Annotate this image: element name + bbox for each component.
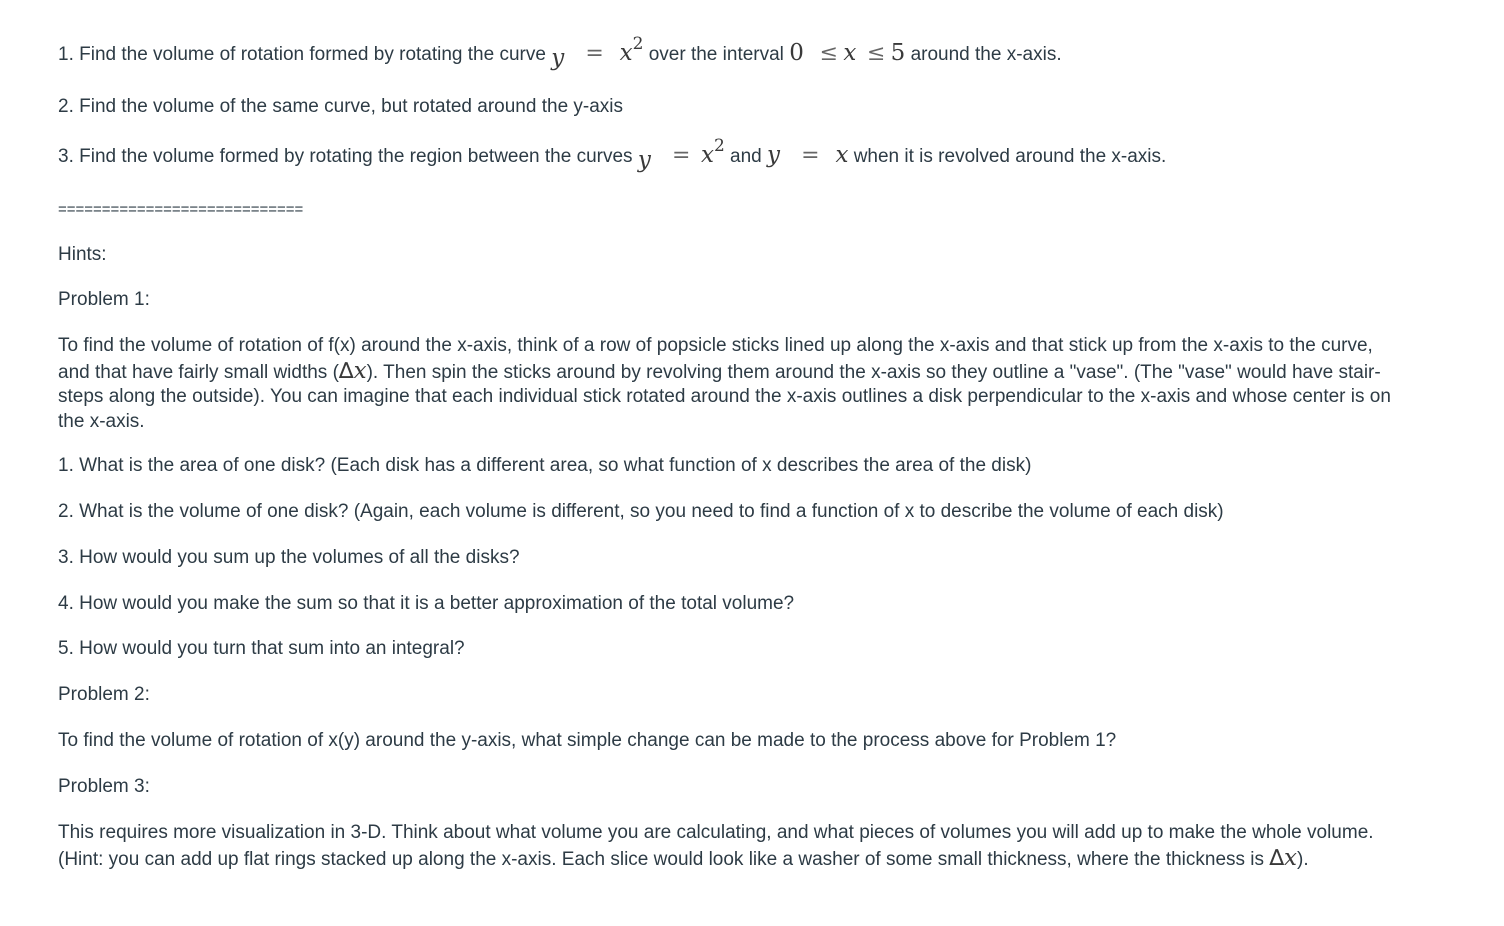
hint-3-text-a: This requires more visualization in 3-D. Think about what volume you are calculating, and what pieces of volumes you will add up to make the whole volume. (Hint: you can add up flat rings stacked up along the x-axis. Each slice would look like a washer of some small thickness, where the thickness is [58,822,1374,870]
problem-3-hint-paragraph [58,821,1403,872]
problem-1-hint-paragraph [58,334,1403,434]
problem-1-suffix: around the x-axis. [910,44,1062,65]
math-lower-bound: 0 [789,40,804,66]
hint-3-text-b: ). [1297,848,1309,870]
problem-1-hint-heading: Problem 1: [58,289,150,310]
problem-3-hint-heading: Problem 3: [58,776,150,797]
hint-1-text-b: ). Then spin the sticks around by revolving them around the x-axis so they outline a "vase". (The "vase" would have stair-steps along the outside). You can imagine that each individual stick rotated around the x-axis outlines a disk perpendicular to the x-axis and whose center is on the x-axis. [58,361,1391,432]
math-var-x: x [843,40,857,66]
delta-symbol: ∆ [1269,845,1285,871]
problem-2-hint-text: To find the volume of rotation of x(y) around the y-axis, what simple change can be made to the process above for Problem 1? [58,730,1117,751]
math-var-x: x [619,40,633,66]
math-le: ≤ [866,41,886,66]
math-equals: = [585,41,604,66]
hint-1-text-a: To find the volume of rotation of f(x) around the x-axis, think of a row of popsicle sticks lined up along the x-axis and that stick up from the x-axis to the curve, and that have fairly small widths ( [58,335,1373,383]
hints-heading: Hints: [58,244,107,265]
separator-line: ============================ [58,201,304,218]
math-var-x: x [1284,844,1298,871]
math-equals: = [671,143,691,168]
hint-question: 2. What is the volume of one disk? (Again, each volume is different, so you need to find a function of x to describe the volume of each disk) [58,501,1224,522]
problem-2 [58,95,623,119]
problem-3-and: and [730,146,762,167]
problem-1-prefix: 1. Find the volume of rotation formed by rotating the curve [58,44,546,65]
math-exponent: 2 [632,34,644,54]
math-var-y: y [637,147,651,173]
problem-1 [58,34,1062,71]
hint-question: 4. How would you make the sum so that it is a better approximation of the total volume? [58,593,795,614]
problem-2-text: 2. Find the volume of the same curve, but rotated around the y-axis [58,96,624,117]
hint-question: 3. How would you sum up the volumes of all the disks? [58,547,520,568]
problem-3-suffix: when it is revolved around the x-axis. [853,146,1167,167]
math-var-x: x [700,142,714,168]
math-var-x: x [353,357,367,384]
problem-1-middle: over the interval [648,44,784,65]
problem-3-prefix: 3. Find the volume formed by rotating the region between the curves [58,146,633,167]
delta-symbol: ∆ [338,358,354,384]
problem-3 [58,136,1167,173]
hint-question: 1. What is the area of one disk? (Each disk has a different area, so what function of x describes the area of the disk) [58,455,1032,476]
hint-question: 5. How would you turn that sum into an integral? [58,638,465,659]
math-equals: = [801,143,820,168]
problem-2-hint-heading: Problem 2: [58,684,150,705]
math-var-x: x [835,142,849,168]
math-var-y: y [551,45,565,71]
math-upper-bound: 5 [890,40,906,66]
math-var-y: y [767,142,781,168]
math-exponent: 2 [713,136,725,156]
math-le: ≤ [819,41,839,66]
